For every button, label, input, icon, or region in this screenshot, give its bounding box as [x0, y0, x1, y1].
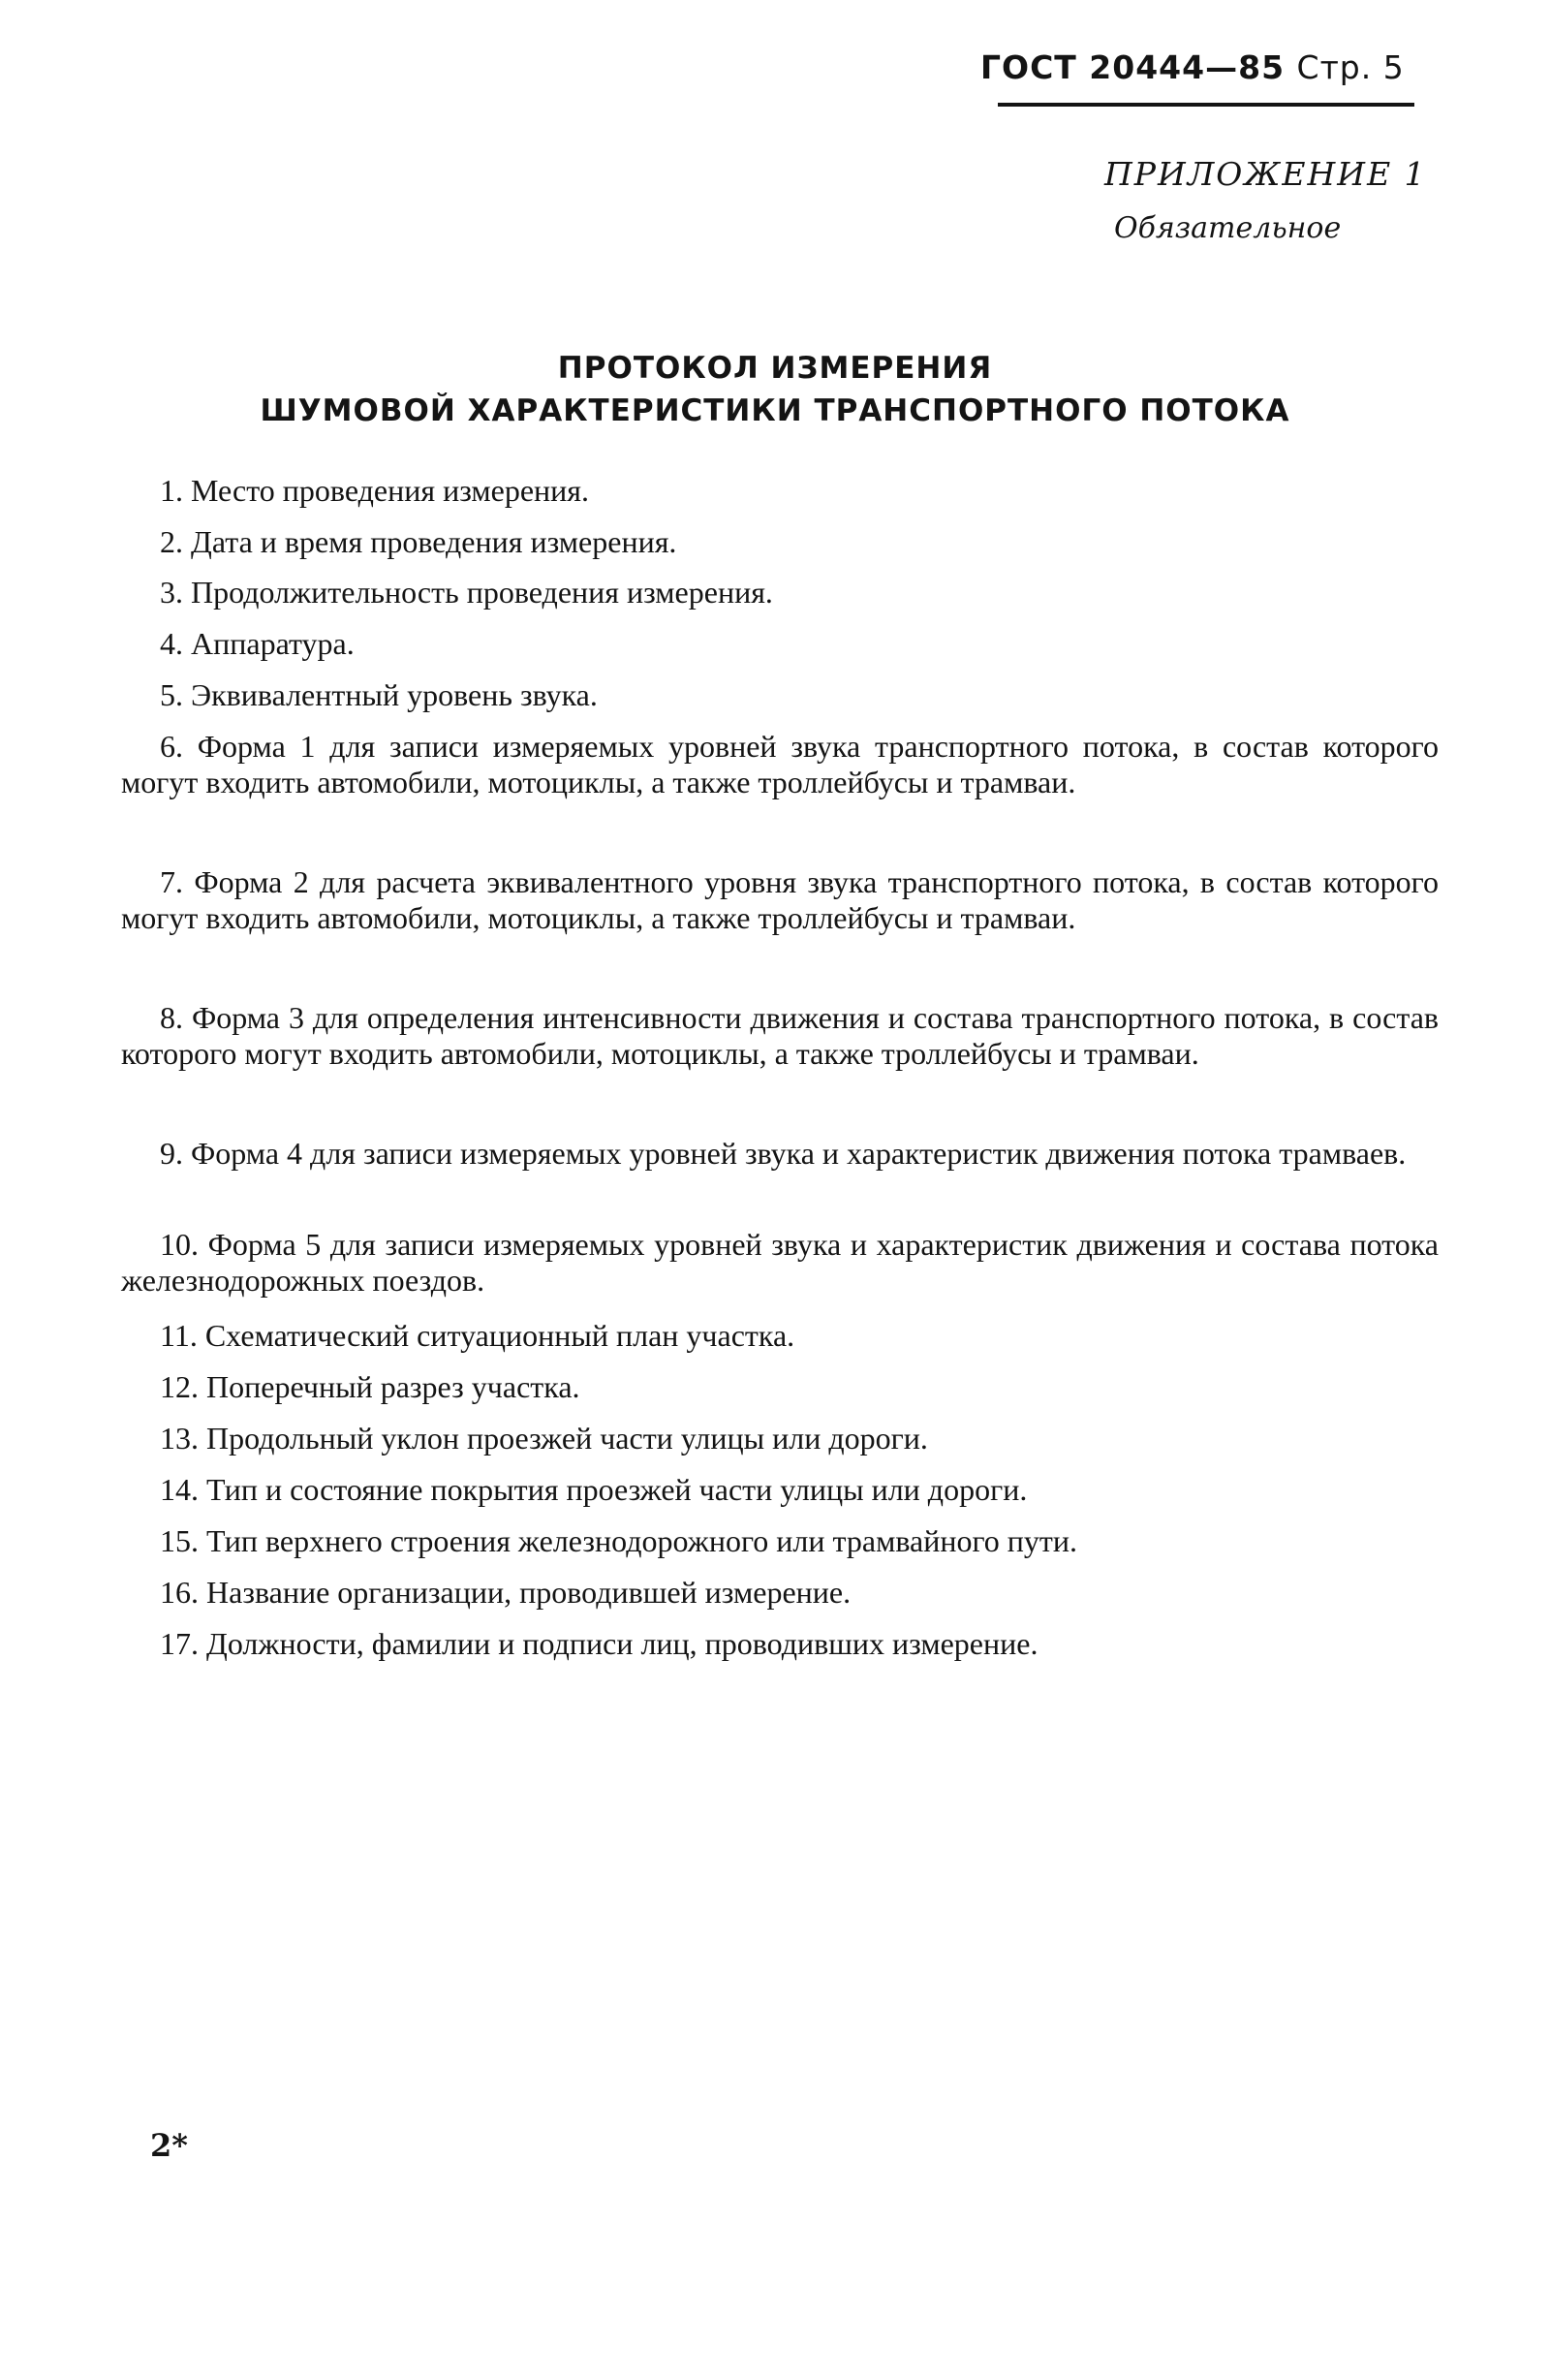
list-item-text: 1. Место проведения измерения. [160, 473, 590, 508]
title-line-1: ПРОТОКОЛ ИЗМЕРЕНИЯ [557, 351, 993, 386]
list-item-text: 6. Форма 1 для записи измеряемых уровней звука транспортного потока, в состав которого могут входить автомобили, мотоциклы, а также троллейбусы и трамваи. [121, 729, 1439, 799]
list-item-text: 17. Должности, фамилии и подписи лиц, проводивших измерение. [160, 1626, 1038, 1661]
list-item-text: 15. Тип верхнего строения железнодорожного или трамвайного пути. [160, 1523, 1078, 1558]
document-title [194, 347, 1356, 432]
list-item [121, 524, 1439, 560]
list-item-text: 12. Поперечный разрез участка. [160, 1369, 580, 1404]
list-item [121, 626, 1439, 662]
list-item [121, 1227, 1439, 1299]
page-number: Стр. 5 [1296, 48, 1405, 86]
list-item-text: 11. Схематический ситуационный план участка. [160, 1318, 795, 1353]
signature-mark: 2* [150, 2127, 188, 2164]
list-item [121, 1318, 1439, 1354]
header-text [980, 48, 1426, 86]
list-item [121, 473, 1439, 509]
list-item [121, 1136, 1439, 1172]
list-item-text: 3. Продолжительность проведения измерения. [160, 575, 773, 610]
list-item [121, 1626, 1439, 1662]
list-item-text: 10. Форма 5 для записи измеряемых уровней звука и характеристик движения и состава потока железнодорожных поездов. [121, 1227, 1439, 1298]
list-item [121, 1472, 1439, 1508]
appendix-title: ПРИЛОЖЕНИЕ 1 [1104, 155, 1427, 193]
appendix-status: Обязательное [1114, 211, 1342, 245]
list-item [121, 1575, 1439, 1611]
list-item [121, 1000, 1439, 1072]
title-line-2: ШУМОВОЙ ХАРАКТЕРИСТИКИ ТРАНСПОРТНОГО ПОТОКА [260, 393, 1290, 428]
list-item-text: 13. Продольный уклон проезжей части улицы или дороги. [160, 1421, 928, 1456]
list-item-text: 4. Аппаратура. [160, 626, 355, 661]
list-item-text: 8. Форма 3 для определения интенсивности движения и состава транспортного потока, в состав которого могут входить автомобили, мотоциклы, а также троллейбусы и трамваи. [121, 1000, 1439, 1071]
list-item [121, 1421, 1439, 1456]
list-item-text: 16. Название организации, проводившей измерение. [160, 1575, 852, 1610]
list-item-text: 2. Дата и время проведения измерения. [160, 524, 677, 559]
list-item-text: 9. Форма 4 для записи измеряемых уровней звука и характеристик движения потока трамваев. [160, 1136, 1407, 1171]
list-item [121, 1523, 1439, 1559]
list-item [121, 575, 1439, 611]
list-item-text: 7. Форма 2 для расчета эквивалентного уровня звука транспортного потока, в состав которого могут входить автомобили, мотоциклы, а также троллейбусы и трамваи. [121, 864, 1439, 935]
standard-number: ГОСТ 20444—85 [980, 48, 1286, 86]
list-item [121, 864, 1439, 936]
list-item-text: 14. Тип и состояние покрытия проезжей части улицы или дороги. [160, 1472, 1028, 1507]
list-item [121, 1369, 1439, 1405]
list-item [121, 677, 1439, 713]
list-item-text: 5. Эквивалентный уровень звука. [160, 677, 598, 712]
header-rule [998, 103, 1414, 107]
list-item [121, 729, 1439, 800]
